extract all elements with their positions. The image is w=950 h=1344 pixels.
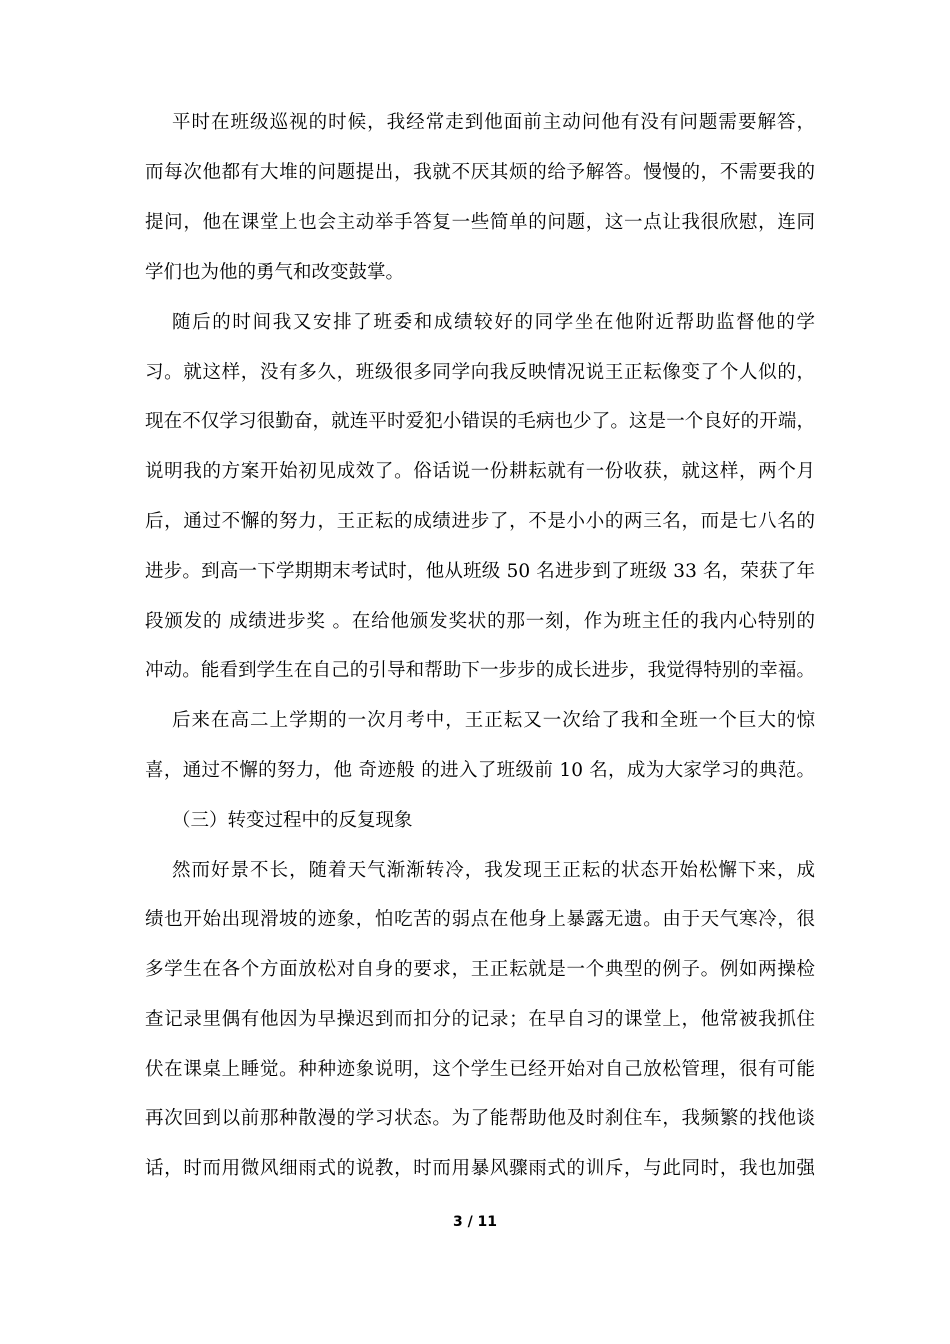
text-line: 说明我的方案开始初见成效了。俗话说一份耕耘就有一份收获，就这样，两个月 (145, 461, 815, 482)
text-line: 话，时而用微风细雨式的说教，时而用暴风骤雨式的训斥，与此同时，我也加强 (145, 1158, 815, 1179)
text-line: 习。就这样，没有多久，班级很多同学向我反映情况说王正耘像变了个人似的， (145, 362, 815, 383)
section-heading: （三）转变过程中的反复现象 (172, 810, 413, 831)
text-line: 现在不仅学习很勤奋，就连平时爱犯小错误的毛病也少了。这是一个良好的开端， (145, 411, 815, 432)
text-line: 然而好景不长，随着天气渐渐转冷，我发现王正耘的状态开始松懈下来，成 (172, 860, 815, 881)
text-line: 多学生在各个方面放松对自身的要求，王正耘就是一个典型的例子。例如两操检 (145, 959, 815, 980)
text-line: 冲动。能看到学生在自己的引导和帮助下一步步的成长进步，我觉得特别的幸福。 (145, 660, 815, 681)
text-line: 查记录里偶有他因为早操迟到而扣分的记录；在早自习的课堂上，他常被我抓住 (145, 1009, 815, 1030)
text-line: 后来在高二上学期的一次月考中，王正耘又一次给了我和全班一个巨大的惊 (172, 710, 815, 731)
text-line: 绩也开始出现滑坡的迹象，怕吃苦的弱点在他身上暴露无遗。由于天气寒冷，很 (145, 909, 815, 930)
page-number: 3 / 11 (452, 1214, 498, 1230)
text-line: 进步。到高一下学期期末考试时，他从班级 50 名进步到了班级 33 名，荣获了年 (145, 561, 815, 582)
text-line: 提问，他在课堂上也会主动举手答复一些简单的问题，这一点让我很欣慰，连同 (145, 212, 815, 233)
text-line: 再次回到以前那种散漫的学习状态。为了能帮助他及时刹住车，我频繁的找他谈 (145, 1108, 815, 1129)
text-line: 喜，通过不懈的努力，他 奇迹般 的进入了班级前 10 名，成为大家学习的典范。 (145, 760, 815, 781)
text-line: 而每次他都有大堆的问题提出，我就不厌其烦的给予解答。慢慢的，不需要我的 (145, 162, 815, 183)
text-line: 学们也为他的勇气和改变鼓掌。 (145, 262, 405, 283)
text-line: 平时在班级巡视的时候，我经常走到他面前主动问他有没有问题需要解答， (172, 112, 815, 133)
text-line: 后，通过不懈的努力，王正耘的成绩进步了，不是小小的两三名，而是七八名的 (145, 511, 815, 532)
text-line: 伏在课桌上睡觉。种种迹象说明，这个学生已经开始对自己放松管理，很有可能 (145, 1059, 815, 1080)
text-line: 随后的时间我又安排了班委和成绩较好的同学坐在他附近帮助监督他的学 (172, 312, 815, 333)
text-line: 段颁发的 成绩进步奖 。在给他颁发奖状的那一刻，作为班主任的我内心特别的 (145, 611, 815, 632)
